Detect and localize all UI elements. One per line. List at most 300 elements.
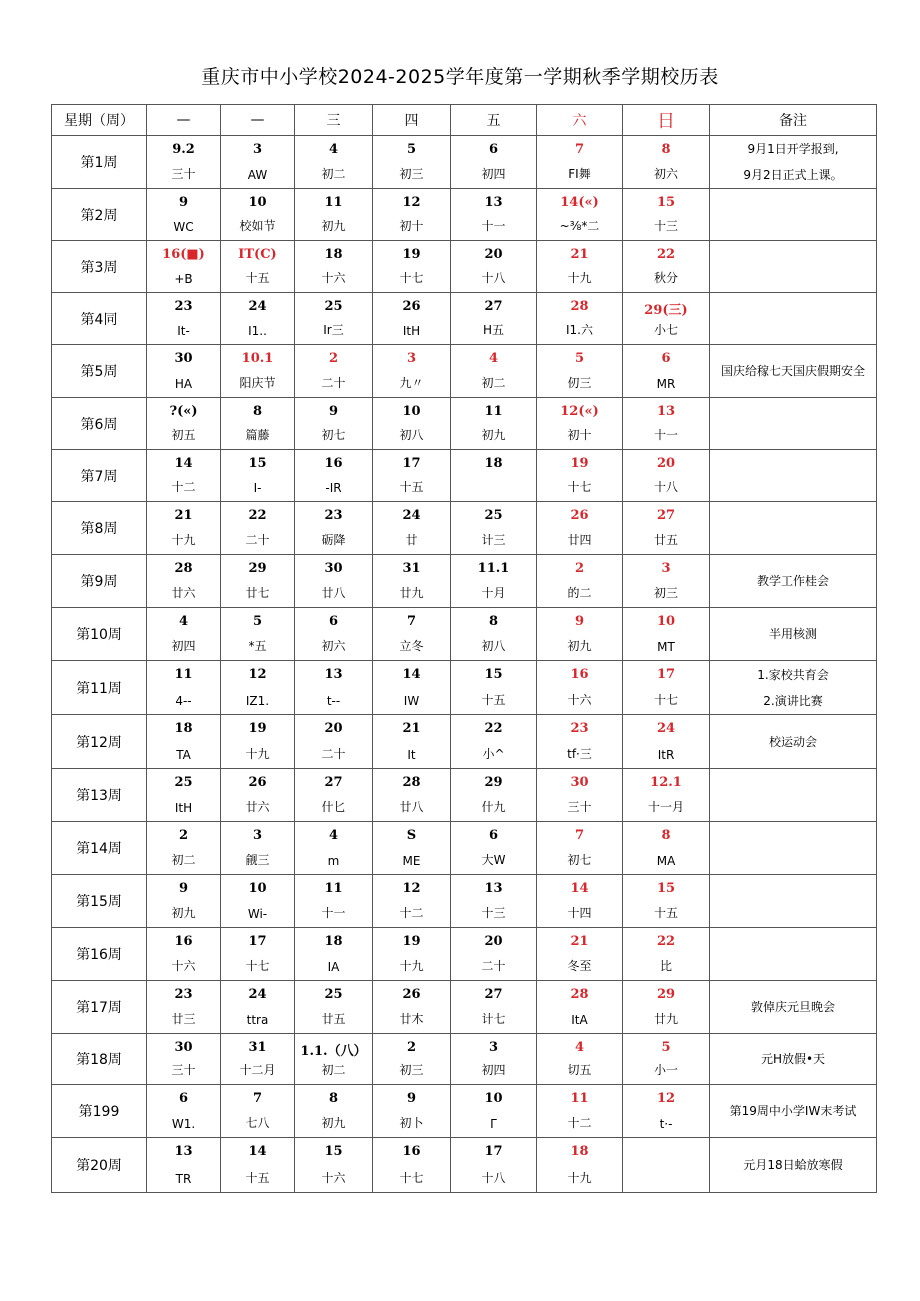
day-date: 14(«) [560, 195, 599, 210]
day-date: 24 [402, 508, 421, 523]
day-lunar: 十五 [653, 906, 678, 920]
day-lunar: 阳庆节 [239, 376, 276, 390]
week-row [52, 136, 877, 189]
day-cell [451, 608, 537, 661]
note-line: 1.家校共育会 [757, 667, 829, 682]
day-date: 15 [656, 881, 676, 896]
day-date: 10 [248, 195, 267, 210]
day-lunar: 十五 [245, 1171, 270, 1185]
day-date: 7 [406, 614, 417, 629]
day-cell [373, 293, 451, 345]
day-date: 20 [484, 247, 503, 262]
day-date: 13 [174, 1144, 193, 1159]
day-cell [537, 875, 623, 928]
day-cell [537, 822, 623, 875]
page-title: 重庆市中小学校2024-2025学年度第一学期秋季学期校历表 [201, 66, 719, 88]
day-lunar: 初十 [399, 219, 424, 233]
day-cell [147, 450, 221, 502]
day-cell [537, 241, 623, 293]
week-label: 第14周 [52, 822, 147, 875]
day-cell [451, 1085, 537, 1138]
day-cell [147, 398, 221, 450]
day-lunar: 十一月 [647, 800, 684, 814]
day-lunar: 廿九 [399, 586, 424, 600]
day-date: 24 [248, 987, 267, 1002]
day-date: IT(C) [238, 247, 277, 262]
day-cell [147, 345, 221, 398]
day-cell [373, 136, 451, 189]
week-label: 第1周 [52, 136, 147, 189]
day-cell [221, 875, 295, 928]
day-cell [295, 345, 373, 398]
day-cell [537, 715, 623, 769]
day-cell [451, 769, 537, 822]
week-notes [710, 189, 877, 241]
day-lunar: 十五 [399, 480, 424, 494]
day-cell [537, 502, 623, 555]
day-date: 21 [174, 508, 193, 523]
day-date: 4 [328, 142, 339, 157]
day-lunar: 廿七 [245, 586, 270, 600]
day-lunar: 廿 [405, 533, 418, 547]
day-cell [295, 555, 373, 608]
day-cell [295, 502, 373, 555]
day-cell [451, 715, 537, 769]
day-lunar: 廿三 [171, 1012, 196, 1026]
day-date: 25 [324, 299, 343, 314]
week-row [52, 981, 877, 1034]
day-date: 1.1.（八） [300, 1044, 367, 1059]
day-lunar: It [407, 748, 416, 762]
day-date: 30 [324, 561, 343, 576]
day-lunar: 什匕 [321, 800, 346, 814]
day-lunar: 初九 [171, 906, 196, 920]
day-lunar: 4-- [175, 694, 192, 708]
day-cell [373, 189, 451, 241]
day-lunar: ItH [402, 324, 421, 338]
day-lunar: 初九 [321, 1116, 346, 1130]
day-lunar: 十六 [321, 1171, 346, 1185]
day-lunar: 初九 [481, 428, 506, 442]
day-date: 6 [178, 1091, 189, 1106]
day-lunar: 初三 [399, 1063, 424, 1077]
day-date: 9 [178, 881, 189, 896]
day-lunar: 十六 [171, 959, 196, 973]
day-lunar: 十九 [399, 959, 424, 973]
note-line: 9月1日开学报到, [747, 142, 839, 156]
day-lunar: 十二 [567, 1116, 592, 1130]
week-label: 第10周 [52, 608, 147, 661]
day-cell [623, 875, 710, 928]
day-lunar: 三十 [171, 167, 196, 181]
day-date: 31 [402, 561, 421, 576]
day-lunar: 十一 [481, 219, 506, 233]
note-line: 教学工作桂会 [756, 574, 829, 588]
day-date: 9 [574, 614, 585, 629]
day-date: 17 [248, 934, 267, 949]
day-lunar: 廿木 [399, 1012, 424, 1026]
day-date: S [406, 828, 417, 843]
note-line: 2.演讲比赛 [763, 693, 823, 708]
day-lunar: 初八 [481, 639, 506, 653]
day-cell [623, 981, 710, 1034]
day-date: 6 [488, 142, 499, 157]
day-lunar: -IR [325, 481, 342, 495]
day-date: 18 [324, 247, 343, 262]
day-lunar: 初七 [321, 428, 346, 442]
week-notes [710, 241, 877, 293]
day-cell [451, 822, 537, 875]
header-notes: 备注 [710, 105, 877, 136]
day-cell [221, 502, 295, 555]
day-cell [295, 661, 373, 715]
day-cell [623, 822, 710, 875]
day-date: 2 [574, 561, 585, 576]
day-lunar: 二十 [321, 747, 346, 761]
week-row [52, 241, 877, 293]
day-lunar: TA [176, 748, 191, 762]
week-notes [710, 502, 877, 555]
week-label: 第4同 [52, 293, 147, 345]
week-notes [710, 981, 877, 1034]
day-cell [221, 928, 295, 981]
day-date: 2 [178, 828, 189, 843]
day-date: 14 [570, 881, 589, 896]
day-lunar: 秋分 [653, 271, 678, 285]
day-cell [295, 241, 373, 293]
week-notes [710, 608, 877, 661]
day-date: 8 [661, 828, 671, 843]
day-lunar: 初二 [321, 1063, 346, 1077]
day-date: 29(三) [644, 303, 688, 318]
day-date: 12 [402, 881, 421, 896]
day-cell [221, 661, 295, 715]
day-lunar: 十八 [653, 480, 678, 494]
week-notes [710, 1085, 877, 1138]
day-cell [451, 502, 537, 555]
day-lunar: ttra [246, 1013, 269, 1027]
day-cell [537, 928, 623, 981]
note-line: 半用核测 [768, 627, 817, 641]
day-cell [147, 715, 221, 769]
week-label: 第13周 [52, 769, 147, 822]
day-date: 27 [484, 299, 503, 314]
day-lunar: 小七 [653, 323, 678, 337]
day-date: 3 [406, 351, 417, 366]
week-label: 第199 [52, 1085, 147, 1138]
day-cell [537, 293, 623, 345]
day-lunar: 初七 [567, 853, 592, 867]
day-date: 31 [248, 1040, 267, 1055]
day-date: 27 [324, 775, 343, 790]
week-notes [710, 136, 877, 189]
day-date: 4 [178, 614, 189, 629]
note-line: 国庆给稼七天国庆假期安全 [720, 364, 865, 378]
week-row [52, 822, 877, 875]
day-cell [373, 450, 451, 502]
day-cell [147, 1085, 221, 1138]
day-cell [373, 1034, 451, 1085]
day-lunar: 廿五 [321, 1012, 346, 1026]
day-date: 2 [406, 1040, 417, 1055]
day-lunar: 初三 [653, 586, 678, 600]
day-date: 17 [484, 1144, 503, 1159]
day-cell [537, 769, 623, 822]
week-notes [710, 769, 877, 822]
day-lunar: 廿八 [321, 586, 346, 600]
day-lunar: 初四 [171, 639, 196, 653]
day-date: 9 [178, 195, 189, 210]
header-week: 星期（周） [52, 105, 147, 136]
day-cell [537, 136, 623, 189]
day-lunar: IW [403, 694, 420, 708]
day-date: 7 [252, 1091, 263, 1106]
day-lunar: 十七 [567, 480, 592, 494]
week-row [52, 345, 877, 398]
day-date: 17 [402, 456, 421, 471]
day-cell [537, 1085, 623, 1138]
day-lunar: 十七 [653, 693, 678, 707]
day-cell [373, 241, 451, 293]
day-lunar: 初二 [481, 376, 506, 390]
day-date: 25 [324, 987, 343, 1002]
note-line: 元月18日蛤放寒假 [743, 1158, 843, 1172]
day-date: 11 [570, 1091, 589, 1106]
week-notes [710, 398, 877, 450]
day-cell [451, 1034, 537, 1085]
day-lunar: +B [174, 272, 193, 286]
day-lunar: 十月 [481, 586, 506, 600]
day-date: 18 [324, 934, 343, 949]
week-label: 第3周 [52, 241, 147, 293]
day-cell [451, 241, 537, 293]
day-cell [221, 608, 295, 661]
day-cell [537, 608, 623, 661]
day-lunar: 十五 [481, 693, 506, 707]
calendar-body [52, 136, 877, 1193]
week-notes [710, 661, 877, 715]
note-line: 第19周中小学IW末考试 [729, 1104, 857, 1118]
day-cell [221, 189, 295, 241]
day-lunar: It- [177, 324, 190, 338]
day-lunar: 初六 [653, 167, 678, 181]
day-lunar: tf·三 [567, 747, 592, 761]
week-row [52, 450, 877, 502]
day-lunar: 计三 [481, 533, 506, 547]
day-cell [295, 981, 373, 1034]
header-mon: — [147, 105, 221, 136]
day-cell [451, 875, 537, 928]
day-lunar: I- [253, 481, 262, 495]
day-date: 11.1 [477, 561, 510, 576]
day-date: 17 [656, 667, 676, 682]
week-row [52, 398, 877, 450]
day-cell [221, 241, 295, 293]
day-cell [537, 981, 623, 1034]
day-lunar: 仞三 [567, 376, 592, 390]
header-sun: 日 [623, 105, 710, 136]
day-cell [295, 928, 373, 981]
day-date: 13 [324, 667, 343, 682]
day-date: 2 [328, 351, 339, 366]
week-label: 第16周 [52, 928, 147, 981]
day-lunar: 廿六 [245, 800, 270, 814]
day-cell [623, 1138, 710, 1193]
day-date: 6 [488, 828, 499, 843]
day-cell [147, 502, 221, 555]
day-date: 11 [324, 881, 343, 896]
day-date: 14 [248, 1144, 267, 1159]
day-date: 20 [484, 934, 503, 949]
day-date: 4 [488, 351, 499, 366]
day-lunar: 的二 [567, 586, 592, 600]
note-line: 9月2日正式上课。 [743, 168, 843, 182]
day-lunar: I1.六 [566, 323, 593, 337]
day-lunar: 初三 [399, 167, 424, 181]
day-lunar: 十二 [399, 906, 424, 920]
day-cell [537, 345, 623, 398]
day-lunar: ~⅜*二 [559, 219, 600, 233]
day-lunar: 廿九 [653, 1012, 678, 1026]
day-date: 25 [484, 508, 503, 523]
day-lunar: m [327, 854, 340, 868]
day-cell [295, 398, 373, 450]
day-cell [295, 293, 373, 345]
day-date: 5 [574, 351, 585, 366]
day-date: 10 [656, 614, 676, 629]
day-lunar: 十四 [567, 906, 592, 920]
day-cell [537, 555, 623, 608]
day-lunar: WC [173, 220, 194, 234]
day-date: 28 [570, 987, 589, 1002]
day-cell [221, 136, 295, 189]
day-cell [221, 398, 295, 450]
day-cell [623, 661, 710, 715]
day-cell [147, 189, 221, 241]
day-date: 22 [656, 934, 676, 949]
day-lunar: 初二 [321, 167, 346, 181]
week-label: 第18周 [52, 1034, 147, 1085]
day-cell [221, 822, 295, 875]
day-cell [373, 1138, 451, 1193]
day-cell [623, 450, 710, 502]
day-cell [451, 293, 537, 345]
week-row [52, 661, 877, 715]
day-lunar: IZ1. [245, 694, 270, 708]
day-lunar: 十二月 [239, 1063, 276, 1077]
day-date: 10 [484, 1091, 503, 1106]
day-cell [623, 398, 710, 450]
day-cell [221, 345, 295, 398]
day-lunar: 初八 [399, 428, 424, 442]
day-date: 26 [402, 987, 421, 1002]
day-cell [373, 608, 451, 661]
day-cell [451, 189, 537, 241]
day-lunar: t-- [326, 694, 341, 708]
day-lunar: Wi- [247, 907, 268, 921]
week-label: 第17周 [52, 981, 147, 1034]
note-line: 校运动会 [768, 734, 817, 749]
day-date: 30 [174, 1040, 193, 1055]
day-date: 25 [174, 775, 193, 790]
note-line: 敦倬庆元旦晚会 [750, 1000, 835, 1014]
day-lunar: 十七 [399, 1171, 424, 1185]
day-lunar: 廿八 [399, 800, 424, 814]
day-lunar: 初四 [481, 1063, 506, 1077]
week-notes [710, 1138, 877, 1193]
day-cell [623, 1085, 710, 1138]
week-label: 第6周 [52, 398, 147, 450]
week-label: 第12周 [52, 715, 147, 769]
day-date: 9.2 [172, 142, 195, 157]
day-lunar: 初九 [567, 639, 592, 653]
day-date: 24 [656, 721, 676, 736]
day-lunar: HA [174, 377, 193, 391]
day-cell [623, 502, 710, 555]
day-cell [147, 769, 221, 822]
day-date: 26 [248, 775, 267, 790]
day-cell [623, 928, 710, 981]
day-date: 6 [661, 351, 671, 366]
day-date: 19 [402, 934, 421, 949]
day-cell [147, 1138, 221, 1193]
day-lunar: 大W [481, 853, 506, 867]
day-lunar: 十九 [567, 1171, 592, 1185]
week-row [52, 1138, 877, 1193]
day-date: 28 [402, 775, 421, 790]
day-cell [623, 241, 710, 293]
day-date: 13 [484, 195, 503, 210]
day-lunar: 十八 [481, 271, 506, 285]
day-lunar: 二十 [245, 533, 270, 547]
day-cell [451, 928, 537, 981]
day-cell [373, 769, 451, 822]
day-date: 4 [328, 828, 339, 843]
day-cell [537, 1138, 623, 1193]
day-date: 23 [174, 299, 193, 314]
day-date: 11 [174, 667, 193, 682]
day-lunar: ItH [174, 801, 193, 815]
day-cell [451, 661, 537, 715]
day-date: 12.1 [650, 775, 682, 790]
header-thu: 四 [373, 105, 451, 136]
day-date: 6 [328, 614, 339, 629]
day-cell [373, 875, 451, 928]
day-cell [537, 398, 623, 450]
day-lunar: 十八 [481, 1171, 506, 1185]
week-notes [710, 1034, 877, 1085]
day-date: 23 [324, 508, 343, 523]
day-cell [373, 398, 451, 450]
day-date: 9 [328, 404, 339, 419]
day-date: 10 [248, 881, 267, 896]
day-cell [147, 981, 221, 1034]
day-lunar: 二十 [321, 376, 346, 390]
day-date: 16 [570, 667, 589, 682]
day-lunar: 切五 [567, 1063, 592, 1077]
day-lunar: ItA [571, 1013, 588, 1027]
week-notes [710, 450, 877, 502]
day-cell [295, 875, 373, 928]
day-cell [295, 608, 373, 661]
note-line: 元H放假•天 [760, 1052, 826, 1066]
day-date: 12 [248, 667, 267, 682]
day-cell [221, 555, 295, 608]
day-lunar: MT [657, 640, 675, 654]
day-date: 23 [174, 987, 193, 1002]
day-cell [451, 981, 537, 1034]
day-date: 12 [402, 195, 421, 210]
